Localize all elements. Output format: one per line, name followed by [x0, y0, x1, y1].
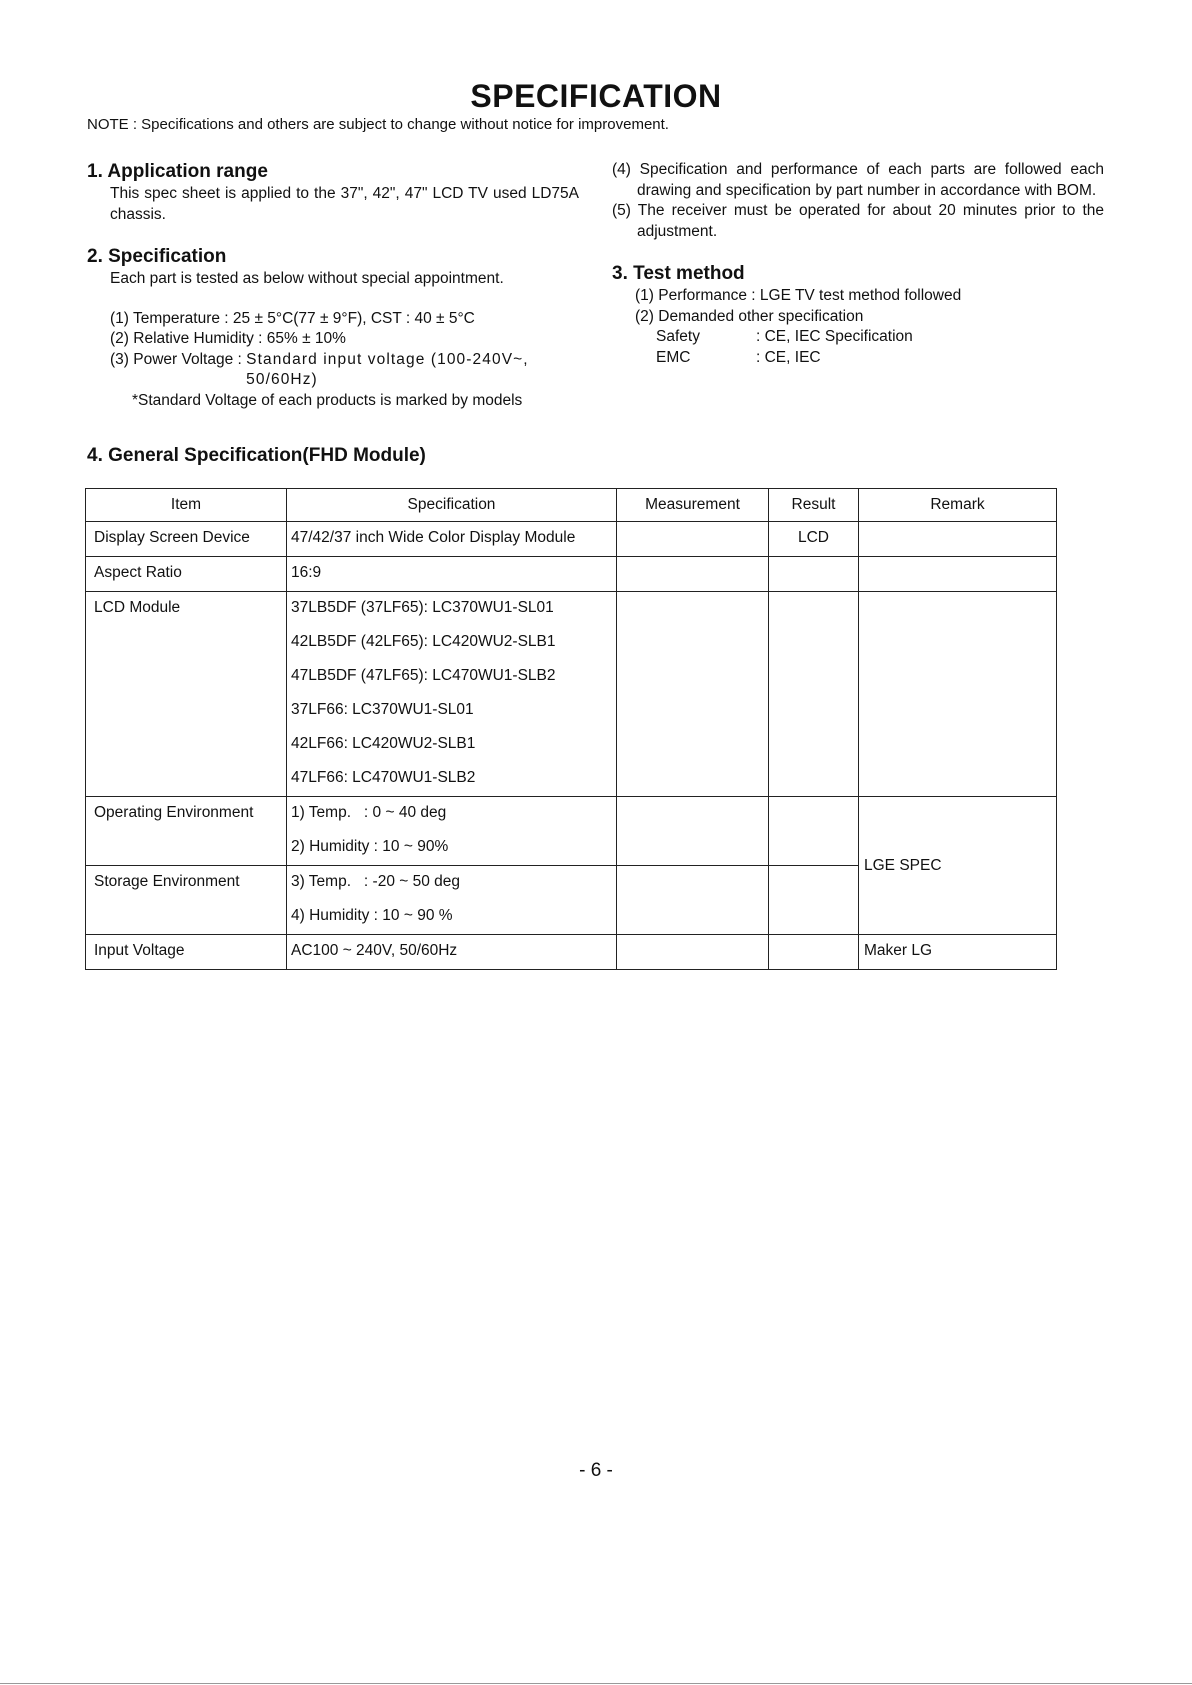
row-measurement [617, 935, 769, 970]
emc-value: : CE, IEC [756, 348, 821, 366]
row-item [86, 866, 287, 935]
operating-spec-line: 2) Humidity : 10 ~ 90% [291, 838, 449, 855]
operating-item: Operating Environment [94, 804, 254, 821]
spec-item-1: (1) Temperature : 25 ± 5°C(77 ± 9°F), CST : 40 ± 5°C [110, 309, 475, 327]
header-result: Result [769, 489, 859, 522]
row-remark [859, 935, 1057, 970]
test-safety-row [612, 327, 1104, 348]
specification-heading: 2. Specification [87, 246, 227, 267]
row-remark [859, 522, 1057, 557]
table-row [86, 557, 1057, 592]
display-result: LCD [797, 529, 829, 546]
test-method-heading: 3. Test method [612, 263, 745, 284]
general-spec-heading: 4. General Specification(FHD Module) [87, 445, 426, 466]
spec-item-3 [87, 350, 579, 391]
header-specification: Specification [287, 489, 617, 522]
header-remark: Remark [859, 489, 1057, 522]
spec-table [85, 488, 1057, 970]
row-measurement [617, 557, 769, 592]
right-column [612, 160, 1104, 368]
row-result [769, 866, 859, 935]
aspect-spec: 16:9 [291, 564, 322, 581]
row-spec [287, 522, 617, 557]
storage-spec-line: 3) Temp. : -20 ~ 50 deg [291, 873, 461, 890]
table-row [86, 935, 1057, 970]
row-result [769, 592, 859, 797]
safety-value: : CE, IEC Specification [756, 328, 913, 345]
display-item: Display Screen Device [94, 529, 250, 546]
row-item [86, 935, 287, 970]
lcd-spec-line: 42LB5DF (42LF65): LC420WU2-SLB1 [291, 633, 556, 650]
row-item [86, 522, 287, 557]
input-remark: Maker LG [864, 942, 933, 959]
page-number: - 6 - [579, 1460, 613, 1481]
lcd-item: LCD Module [94, 599, 181, 616]
row-result [769, 935, 859, 970]
storage-item: Storage Environment [94, 873, 240, 890]
row-result [769, 797, 859, 866]
test-emc-row [612, 348, 1104, 369]
env-remark: LGE SPEC [864, 856, 942, 874]
lcd-spec-line: 47LF66: LC470WU1-SLB2 [291, 769, 476, 786]
row-remark [859, 557, 1057, 592]
row-remark [859, 592, 1057, 797]
row-measurement [617, 797, 769, 866]
spec-item-3-value: Standard input voltage (100-240V~, 50/60Hz) [246, 350, 529, 388]
row-measurement [617, 866, 769, 935]
row-measurement [617, 522, 769, 557]
input-item: Input Voltage [94, 942, 185, 959]
test-item-1: (1) Performance : LGE TV test method followed [635, 287, 962, 304]
specification-intro: Each part is tested as below without special appointment. [110, 270, 504, 287]
storage-spec-line: 4) Humidity : 10 ~ 90 % [291, 907, 453, 924]
operating-spec-line: 1) Temp. : 0 ~ 40 deg [291, 804, 447, 821]
row-result [769, 522, 859, 557]
table-row [86, 592, 1057, 797]
row-spec [287, 866, 617, 935]
left-column [87, 160, 579, 411]
row-item [86, 592, 287, 797]
bottom-rule [0, 1683, 1192, 1684]
page-title: SPECIFICATION [470, 78, 722, 114]
row-spec [287, 935, 617, 970]
table-row [86, 522, 1057, 557]
note-text: NOTE : Specifications and others are subject to change without notice for improvement. [87, 116, 669, 133]
table-header-row [86, 489, 1057, 522]
env-remark-cell [859, 797, 1057, 935]
row-spec [287, 592, 617, 797]
spec-footnote: *Standard Voltage of each products is marked by models [132, 391, 523, 409]
lcd-spec-line: 37LF66: LC370WU1-SL01 [291, 701, 474, 718]
aspect-item: Aspect Ratio [94, 564, 182, 581]
test-item-2: (2) Demanded other specification [635, 307, 864, 325]
header-measurement: Measurement [617, 489, 769, 522]
spec-item-4: (4) Specification and performance of each parts are followed each drawing and specification by part number in accordance with BOM. [612, 161, 1104, 199]
spec-item-2: (2) Relative Humidity : 65% ± 10% [110, 330, 346, 347]
row-spec [287, 797, 617, 866]
table-row [86, 797, 1057, 866]
spec-item-3-label: (3) Power Voltage : [110, 350, 247, 368]
lcd-spec-line: 42LF66: LC420WU2-SLB1 [291, 735, 476, 752]
row-item [86, 797, 287, 866]
display-spec: 47/42/37 inch Wide Color Display Module [291, 529, 576, 546]
emc-label: EMC [656, 348, 691, 366]
safety-label: Safety [656, 328, 700, 345]
header-item: Item [86, 489, 287, 522]
spec-item-5: (5) The receiver must be operated for about 20 minutes prior to the adjustment. [612, 202, 1104, 240]
application-heading: 1. Application range [87, 161, 268, 182]
application-body: This spec sheet is applied to the 37", 42", 47" LCD TV used LD75A chassis. [110, 185, 579, 223]
row-measurement [617, 592, 769, 797]
lcd-spec-line: 47LB5DF (47LF65): LC470WU1-SLB2 [291, 667, 556, 684]
row-item [86, 557, 287, 592]
row-result [769, 557, 859, 592]
row-spec [287, 557, 617, 592]
lcd-spec-line: 37LB5DF (37LF65): LC370WU1-SL01 [291, 599, 554, 616]
input-spec: AC100 ~ 240V, 50/60Hz [291, 942, 458, 959]
